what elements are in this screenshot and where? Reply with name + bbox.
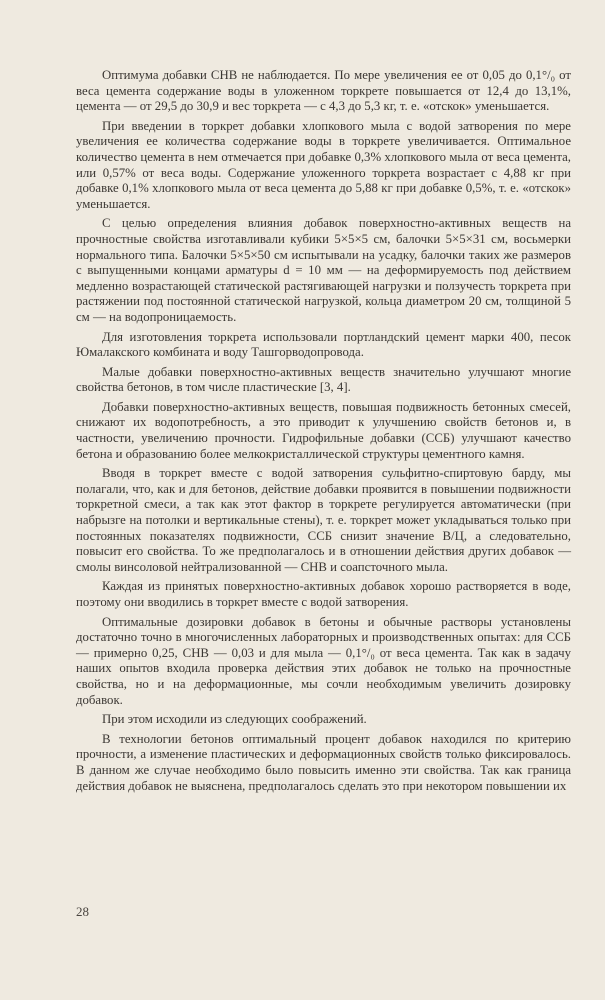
paragraph-7: Вводя в торкрет вместе с водой затворения сульфитно-спиртовую барду, мы полагали, что, как и для бетонов, действие добавки проявится в повышении подвижности торкретной смеси, а так как этот фактор в торкрете регулируется автоматически (при набрызге на потолки и вертикальные стены), т. е. торкрет может укладываться только при постоянных показателях подвижности, ССБ снизит значение В/Ц, а следовательно, повысит его свойства. То же предполагалось и в отношении действия других добавок — смолы винсоловой нейтрализованной — СНВ и соапсточного мыла.: [76, 466, 571, 574]
paragraph-1: Оптимума добавки СНВ не наблюдается. По мере увеличения ее от 0,05 до 0,1°/₀ от веса цемента содержание воды в уложенном торкрете повышается от 12,4 до 13,1%, цемента — от 29,5 до 30,9 и вес торкрета — с 4,3 до 5,3 кг, т. е. «отскок» уменьшается.: [76, 68, 571, 114]
paragraph-6: Добавки поверхностно-активных веществ, повышая подвижность бетонных смесей, снижают их водопотребность, а это приводит к улучшению свойств бетонов и, в частности, увеличению прочности. Гидрофильные добавки (ССБ) улучшают качество бетона и образованию более мелкокристаллической структуры цементного камня.: [76, 399, 571, 461]
paragraph-10: При этом исходили из следующих соображений.: [102, 712, 367, 727]
paragraph-2: При введении в торкрет добавки хлопкового мыла с водой затворения по мере увеличения ее количества содержание воды в торкрете увеличивается. Оптимальное количество цемента в нем отмечается при добавке 0,3% хлопкового мыла от веса цемента, или 0,57% от веса воды. Содержание уложенного торкрета возрастает с 4,88 кг при добавке 0,1% хлопкового мыла от веса цемента до 5,88 кг при добавке 0,5%, т. е. «отскок» уменьшается.: [76, 118, 571, 211]
paragraph-8: Каждая из принятых поверхностно-активных добавок хорошо растворяется в воде, поэтому они вводились в торкрет вместе с водой затворения.: [76, 579, 571, 609]
paragraph-11: В технологии бетонов оптимальный процент добавок находился по критерию прочности, а изменение пластических и деформационных свойств только фиксировалось. В данном же случае необходимо было повысить именно эти свойства. Так как граница действия добавок не выяснена, предполагалось сделать это при некотором повышении их: [76, 731, 571, 793]
paragraph-5: Малые добавки поверхностно-активных веществ значительно улучшают многие свойства бетонов, в том числе пластические [3, 4].: [76, 364, 571, 395]
paragraph-9: Оптимальные дозировки добавок в бетоны и обычные растворы установлены достаточно точно в многочисленных лабораторных и производственных опытах: для ССБ — примерно 0,25, СНВ — 0,03 и для мыла — 0,1°/₀ от веса цемента. Так как в задачу наших опытов входила проверка действия этих добавок не только на прочностные свойства, но и на деформационные, мы сочли необходимым увеличить дозировку добавок.: [76, 614, 571, 707]
paragraph-4: Для изготовления торкрета использовали портландский цемент марки 400, песок Юмалакского комбината и воду Ташгорводопровода.: [76, 329, 571, 360]
paragraph-3: С целью определения влияния добавок поверхностно-активных веществ на прочностные свойства изготавливали кубики 5×5×5 см, балочки 5×5×31 см, восьмерки нормального типа. Балочки 5×5×50 см испытывали на усадку, балочки таких же размеров с выпущенными концами арматуры d = 10 мм — на деформируемость под действием медленно возрастающей статической растягивающей нагрузки и ползучесть торкрета при растяжении под постоянной статической нагрузкой, кольца диаметром 20 см, толщиной 5 см — на водопроницаемость.: [76, 216, 571, 324]
page-number: 28: [76, 904, 89, 919]
body-text: [76, 68, 571, 798]
